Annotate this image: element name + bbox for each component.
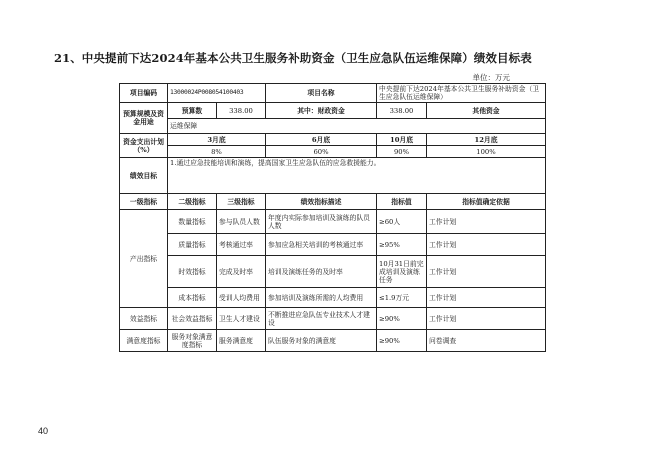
project-name-value: 中央提前下达2024年基本公共卫生服务补助资金（卫生应急队伍运维保障）	[377, 84, 546, 103]
level2-cell: 社会效益指标	[168, 308, 217, 330]
fiscal-funds-label: 其中：财政资金	[266, 103, 377, 119]
plan-value-mar: 8%	[168, 146, 266, 158]
header-level2: 二级指标	[168, 194, 217, 210]
plan-value-oct: 90%	[377, 146, 427, 158]
table-row	[120, 256, 546, 288]
budget-amount-label: 预算数	[168, 103, 217, 119]
level3-cell: 考核通过率	[217, 234, 266, 256]
header-level3: 三级指标	[217, 194, 266, 210]
basis-cell: 工作计划	[427, 234, 546, 256]
plan-header-mar: 3月底	[168, 134, 266, 146]
description-cell: 培训及演练任务的及时率	[266, 256, 377, 288]
level3-cell: 参与队员人数	[217, 210, 266, 234]
project-code-label: 项目编码	[120, 84, 168, 103]
plan-value-jun: 60%	[266, 146, 377, 158]
description-cell: 队伍服务对象的满意度	[266, 330, 377, 352]
table-row	[120, 234, 546, 256]
level2-cell: 成本指标	[168, 288, 217, 308]
performance-target-table	[119, 83, 546, 352]
page-number: 40	[38, 426, 49, 436]
fund-usage: 运维保障	[168, 119, 546, 134]
level3-cell: 卫生人才建设	[217, 308, 266, 330]
value-cell: ≤1.9万元	[377, 288, 427, 308]
description-cell: 参加培训及演练所需的人均费用	[266, 288, 377, 308]
header-description: 绩效指标描述	[266, 194, 377, 210]
level2-cell: 服务对象满意度指标	[168, 330, 217, 352]
value-cell: ≥60人	[377, 210, 427, 234]
plan-header-oct: 10月底	[377, 134, 427, 146]
level3-cell: 服务满意度	[217, 330, 266, 352]
plan-header-dec: 12月底	[427, 134, 546, 146]
table-row	[120, 308, 546, 330]
fiscal-funds-value: 338.00	[377, 103, 427, 119]
value-cell: ≥90%	[377, 330, 427, 352]
header-level1: 一级指标	[120, 194, 168, 210]
spending-plan-label: 资金支出计划（%）	[120, 134, 168, 158]
other-funds-label: 其他资金	[427, 103, 546, 119]
budget-amount-value: 338.00	[217, 103, 266, 119]
project-code-value: 13000024P008054100403	[168, 84, 266, 103]
project-name-label: 项目名称	[266, 84, 377, 103]
plan-header-jun: 6月底	[266, 134, 377, 146]
value-cell: ≥95%	[377, 234, 427, 256]
unit-label: 单位：万元	[472, 73, 510, 82]
level3-cell: 受训人均费用	[217, 288, 266, 308]
output-indicator-label: 产出指标	[120, 210, 168, 308]
basis-cell: 工作计划	[427, 256, 546, 288]
basis-cell: 问卷调查	[427, 330, 546, 352]
page-title: 21、中央提前下达2024年基本公共卫生服务补助资金（卫生应急队伍运维保障）绩效目标表	[54, 51, 532, 65]
value-cell: ≥90%	[377, 308, 427, 330]
goal-label: 绩效目标	[120, 158, 168, 194]
plan-value-dec: 100%	[427, 146, 546, 158]
table-row	[120, 288, 546, 308]
description-cell: 不断推进应急队伍专业技术人才建设	[266, 308, 377, 330]
basis-cell: 工作计划	[427, 308, 546, 330]
level2-cell: 数量指标	[168, 210, 217, 234]
basis-cell: 工作计划	[427, 288, 546, 308]
table-row	[120, 330, 546, 352]
value-cell: 10月31日前完成培训及演练任务	[377, 256, 427, 288]
effect-indicator-label: 效益指标	[120, 308, 168, 330]
budget-label: 预算规模及资金用途	[120, 103, 168, 134]
level3-cell: 完成及时率	[217, 256, 266, 288]
basis-cell: 工作计划	[427, 210, 546, 234]
description-cell: 参加应急相关培训的考核通过率	[266, 234, 377, 256]
level2-cell: 质量指标	[168, 234, 217, 256]
header-basis: 指标值确定依据	[427, 194, 546, 210]
header-value: 指标值	[377, 194, 427, 210]
table-row	[120, 210, 546, 234]
goal-text: 1.通过应急技能培训和演练，提高国家卫生应急队伍的应急救援能力。	[168, 158, 546, 194]
level2-cell: 时效指标	[168, 256, 217, 288]
satisfaction-indicator-label: 满意度指标	[120, 330, 168, 352]
description-cell: 年度内实际参加培训及演练的队员人数	[266, 210, 377, 234]
